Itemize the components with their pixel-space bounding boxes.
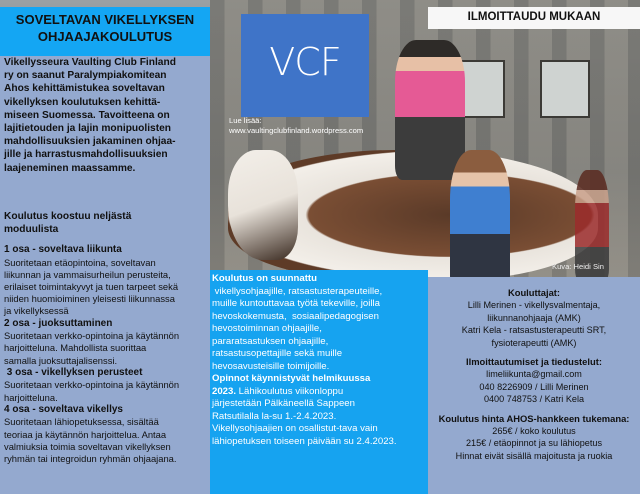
module-text: valmiuksia toimia soveltavan vikellyksen — [4, 440, 171, 452]
start-date-text: 2023. — [212, 385, 237, 397]
audience-line: hevostoiminnan ohjaajille, — [212, 323, 322, 334]
module-text: harjoitteluna. Mahdollista suorittaa — [4, 342, 147, 354]
module-item — [4, 244, 210, 318]
contact-text — [428, 287, 640, 462]
module-text: Suoritetaan etäopintoina, soveltavan — [4, 256, 156, 268]
price-line: 215€ / etäopinnot ja su lähiopetus — [465, 438, 602, 449]
price-heading: Koulutus hinta AHOS-hankkeen tukemana: — [438, 412, 630, 424]
module-text: ryhmän tai integroidun ryhmän ohjaajana. — [4, 453, 177, 465]
price-line: Hinnat eivät sisällä majoitusta ja ruokia — [455, 450, 613, 461]
audience-line: hevoskokemusta, sosiaalipedagogisen — [212, 310, 379, 322]
modules-list — [4, 244, 210, 465]
module-text: samalla juoksuttajalisenssi. — [4, 354, 118, 366]
photo-helper — [450, 150, 510, 290]
module-text: erilaiset toimintakyvyt ja tuen tarpeet sekä — [4, 281, 179, 292]
photo-barn-window — [540, 60, 590, 118]
module-text: Suoritetaan verkko-opintoina ja käytännön — [4, 330, 180, 342]
intro-line: mahdollisuuksien jakaminen ohjaa- — [4, 136, 176, 148]
website-url[interactable]: www.vaultingclubfinland.wordpress.com — [229, 126, 364, 135]
schedule-line: Vikellysohjaajien on osallistut-tava vain — [212, 423, 378, 434]
module-item — [4, 367, 210, 404]
logo-text: VCF — [269, 40, 341, 84]
schedule-line: Lähikoulutus viikonloppu — [236, 385, 344, 397]
audience-line: vikellysohjaajille, ratsastusterapeuteille, — [212, 285, 383, 297]
module-text: Suoritetaan verkko-opintoina ja käytännön — [4, 379, 180, 391]
trainer-line: fysioterapeutti (AMK) — [491, 337, 577, 348]
contact-email[interactable]: limeliikunta@gmail.com — [486, 369, 582, 380]
module-text: ja vikellyksessä — [4, 305, 69, 317]
price-line: 265€ / koko koulutus — [492, 426, 576, 437]
module-item — [4, 404, 210, 465]
intro-line: vikellyksen koulutuksen kehittä- — [4, 96, 161, 108]
trainers-heading: Kouluttajat: — [507, 287, 561, 298]
trainer-line: liikunnanohjaaja (AMK) — [487, 312, 581, 323]
start-date-text: Opinnot käynnistyvät helmikuussa — [212, 373, 371, 384]
module-item — [4, 318, 210, 367]
module-text: liikunnan ja vammaisurheilun perusteita, — [4, 268, 171, 280]
audience-line: muille kuntouttavaa työtä tekeville, joilla — [212, 298, 380, 309]
module-title: 1 osa - soveltava liikunta — [4, 244, 122, 255]
module-text: teoriaa ja käytännön harjoittelua. Antaa — [4, 428, 167, 440]
page-title — [4, 11, 206, 45]
intro-text — [4, 56, 208, 175]
contact-phone[interactable]: 0400 748753 / Katri Kela — [483, 394, 585, 405]
module-title: 2 osa - juoksuttaminen — [4, 317, 113, 329]
module-title: 4 osa - soveltava vikellys — [4, 403, 123, 415]
audience-line: ratsastusopettajille sekä muille — [212, 348, 343, 359]
module-title: 3 osa - vikellyksen perusteet — [4, 366, 143, 378]
audience-line: hevosavusteisille toimijoille. — [212, 360, 330, 372]
intro-line: ry on saanut Paralympiakomitean — [4, 70, 167, 82]
intro-line: laajeneminen maassamme. — [4, 162, 136, 174]
read-more-label: Lue lisää: — [229, 116, 262, 125]
course-heading-line: Koulutus koostuu neljästä — [4, 211, 132, 222]
audience-heading: Koulutus on suunnattu — [212, 273, 317, 284]
schedule-line: Ratsutilalla la-su 1.-2.4.2023. — [212, 410, 337, 422]
course-heading — [4, 210, 208, 236]
signup-info-heading: Ilmoittautumiset ja tiedustelut: — [466, 356, 602, 368]
contact-phone[interactable]: 040 8226909 / Lilli Merinen — [479, 381, 589, 392]
module-text: niiden huomioiminen yleisesti liikunnassa — [4, 293, 175, 305]
intro-line: Ahos kehittämistukea soveltavan — [4, 83, 165, 95]
photo-horse-head — [228, 150, 298, 260]
audience-line: pararatsastuksen ohjaajille, — [212, 335, 329, 347]
read-more-link[interactable] — [229, 116, 363, 136]
intro-line: Vikellysseura Vaulting Club Finland — [4, 57, 176, 68]
title-line: SOVELTAVAN VIKELLYKSEN — [15, 12, 195, 27]
schedule-line: lähiopetuksen toiseen päivään su 2.4.2023. — [212, 435, 397, 447]
trainer-line: Katri Kela - ratsastusterapeutti SRT, — [461, 325, 607, 336]
module-text: harjoitteluna. — [4, 391, 58, 403]
photo-rider — [395, 40, 465, 180]
course-heading-line: moduulista — [4, 224, 59, 235]
audience-text — [210, 273, 426, 448]
trainer-line: Lilli Merinen - vikellysvalmentaja, — [467, 300, 601, 311]
module-text: Suoritetaan lähiopetuksessa, sisältää — [4, 416, 159, 428]
intro-line: lajitietouden ja lajin monipuolisten — [4, 123, 171, 135]
title-line: OHJAAJAKOULUTUS — [37, 29, 173, 44]
intro-line: miseen Suomessa. Tavoitteena on — [4, 109, 170, 121]
intro-line: jille ja harrastusmahdollisuuksien — [4, 149, 168, 161]
signup-heading: ILMOITTAUDU MUKAAN — [467, 11, 601, 23]
photo-credit: Kuva: Heidi Sin — [552, 262, 604, 271]
schedule-line: järjestetään Pälkäneellä Sappeen — [212, 398, 355, 409]
